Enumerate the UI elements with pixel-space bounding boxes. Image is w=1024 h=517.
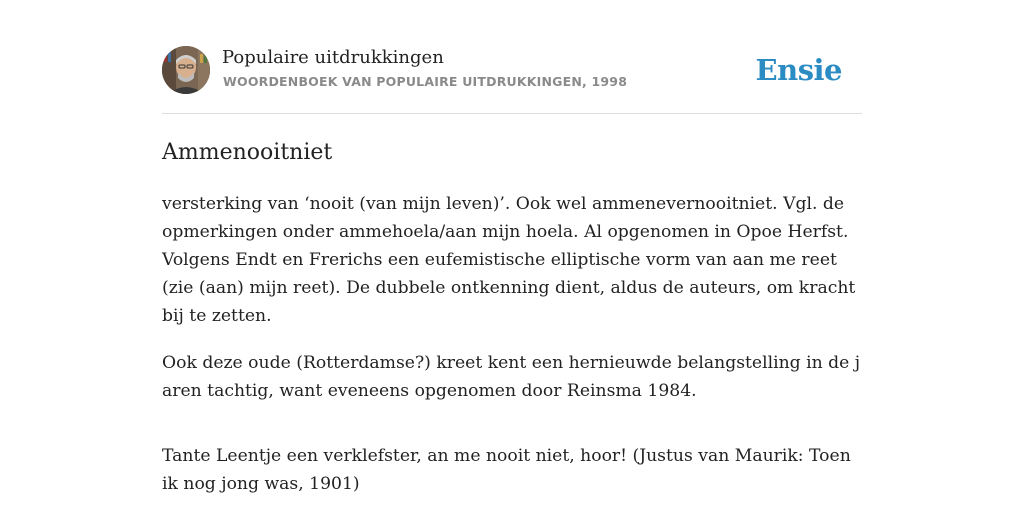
entry-card bbox=[162, 0, 862, 512]
source-header bbox=[162, 46, 862, 96]
entry-paragraph: Ook deze oude (Rotterdamse?) kreet kent een hernieuwde belangstelling in de j aren tachtig, want eveneens opgenomen door Reinsma 1984. bbox=[162, 353, 861, 401]
author-portrait-icon[interactable] bbox=[162, 46, 210, 94]
ensie-logo[interactable]: Ensie bbox=[755, 53, 842, 87]
entry-title: Ammenooitniet bbox=[162, 140, 333, 165]
source-title[interactable]: Populaire uitdrukkingen bbox=[222, 47, 444, 68]
entry-quote: Tante Leentje een verklefster, an me nooit niet, hoor! (Justus van Maurik: Toen ik nog jong was, 1901) bbox=[162, 446, 851, 494]
source-subtitle: WOORDENBOEK VAN POPULAIRE UITDRUKKINGEN, 1998 bbox=[223, 74, 628, 89]
entry-body bbox=[162, 190, 862, 517]
header-divider bbox=[162, 113, 862, 114]
entry-paragraph: versterking van ‘nooit (van mijn leven)’. Ook wel ammenevernooitniet. Vgl. de opmerkingen onder ammehoela/aan mijn hoela. Al opgenomen in Opoe Herfst. Volgens Endt en Frerichs een eufemistische elliptische vorm van aan me reet (zie (aan) mijn reet). De dubbele ontkenning dient, aldus de auteurs, om kracht bij te zetten. bbox=[162, 194, 856, 326]
